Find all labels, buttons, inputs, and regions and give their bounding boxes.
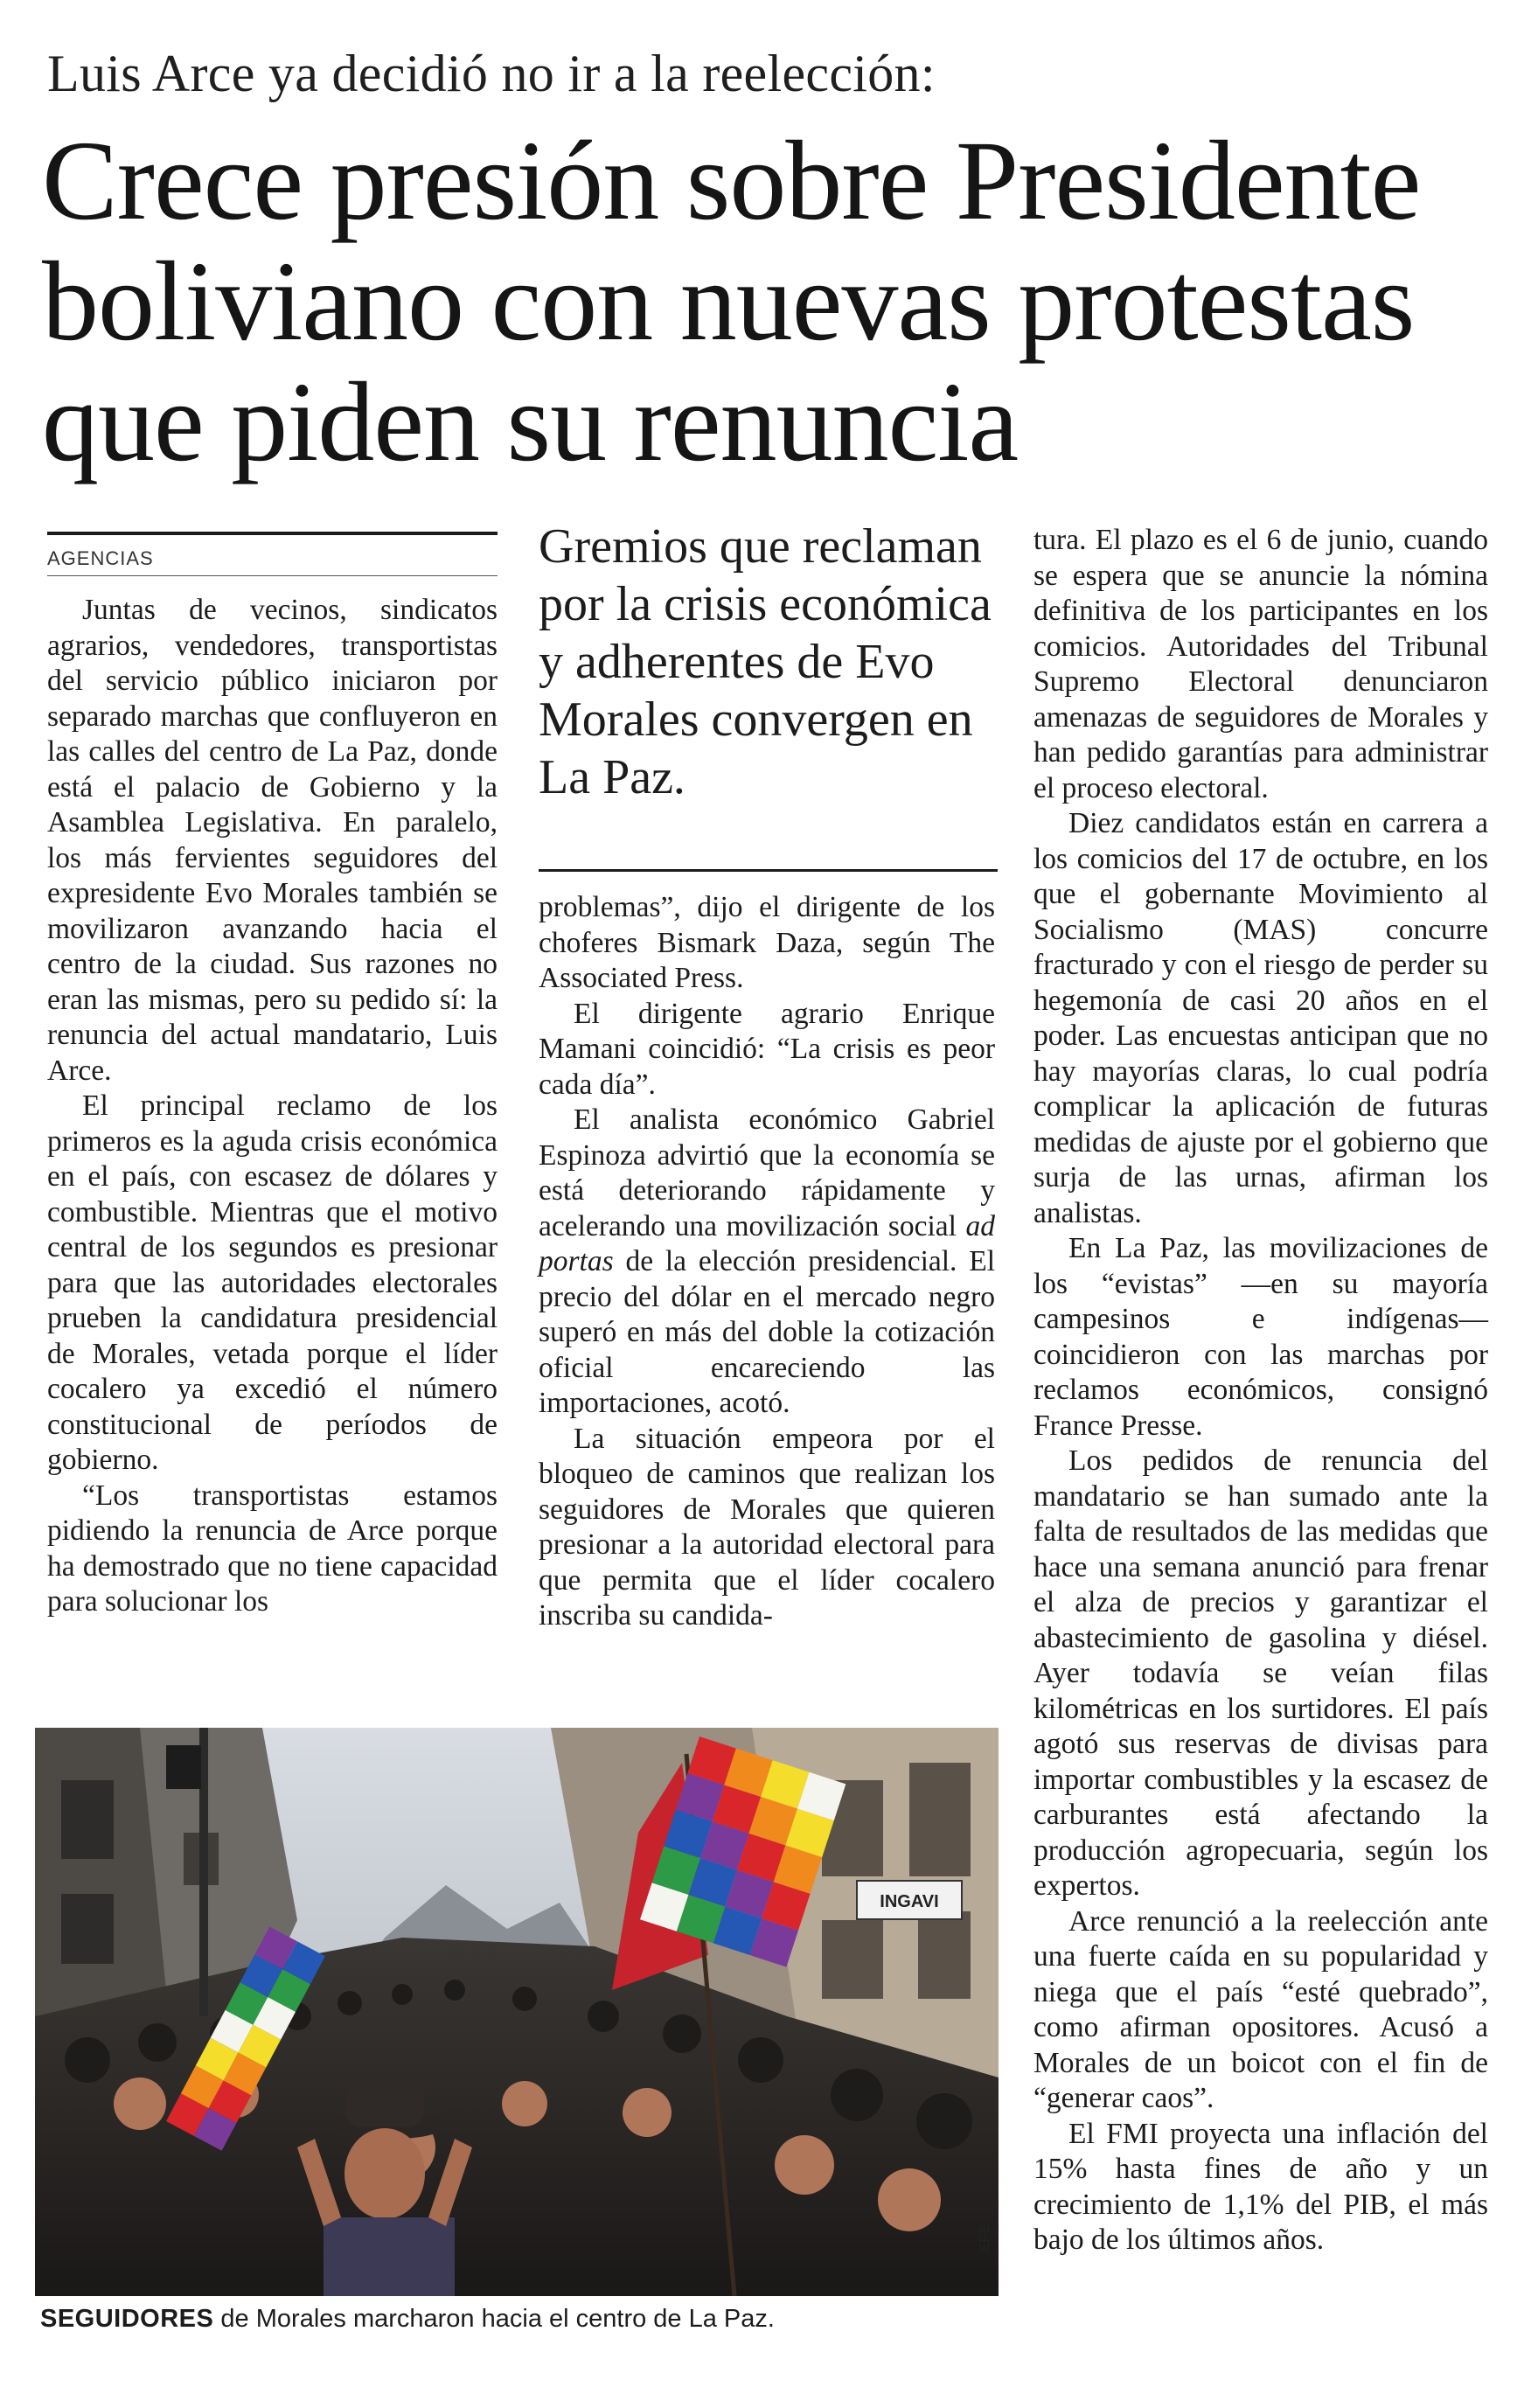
paragraph: Arce renunció a la reelección ante una fuerte caída en su popularidad y niega que el país “esté quebrado”, como afirman opositores. Acusó a Morales de un boicot con el fin de “generar caos”. (1033, 1904, 1488, 2114)
street-sign: INGAVI (880, 1892, 939, 1911)
photo-credit: EFE (978, 2224, 992, 2251)
paragraph (539, 1103, 995, 1422)
deck: Gremios que reclaman por la crisis económica y adherentes de Evo Morales convergen en La Paz. (539, 519, 992, 804)
italic-phrase: ad portas (539, 1209, 995, 1277)
byline: AGENCIAS (47, 532, 498, 570)
paragraph: El dirigente agrario Enrique Mamani coincidió: “La crisis es peor cada día”. (539, 997, 995, 1101)
paragraph: “Los transportistas estamos pidiendo la renuncia de Arce porque ha demostrado que no tiene capacidad para solucionar los (47, 1479, 498, 1618)
headline-line-2: boliviano con nuevas protestas (42, 239, 1415, 365)
paragraph: tura. El plazo es el 6 de junio, cuando se espera que se anuncie la nómina definitiva de los participantes en los comicios. Autoridades del Tribunal Supremo Electoral denunciaron amenazas de seguidores de Morales y han pedido garantías para administrar el proceso electoral. (1033, 524, 1488, 804)
headline (42, 118, 1502, 485)
byline-rule (47, 575, 498, 576)
paragraph: Juntas de vecinos, sindicatos agrarios, vendedores, transportistas del servicio público iniciaron por separado marchas que confluyeron en las calles del centro de La Paz, donde está el palacio de Gobierno y la Asamblea Legislativa. En paralelo, los más fervientes seguidores del expresidente Evo Morales también se movilizaron avanzando hacia el centro de la ciudad. Sus razones no eran las mismas, pero su pedido sí: la renuncia del actual mandatario, Luis Arce. (47, 594, 498, 1087)
kicker: Luis Arce ya decidió no ir a la reelección: (47, 45, 936, 102)
deck-rule (539, 869, 998, 872)
paragraph: La situación empeora por el bloqueo de caminos que realizan los seguidores de Morales que quieren presionar a la autoridad electoral para que permita que el líder cocalero inscriba su candida- (539, 1422, 995, 1632)
paragraph: Diez candidatos están en carrera a los comicios del 17 de octubre, en los que el gobernante Movimiento al Socialismo (MAS) concurre fracturado y con el riesgo de perder su hegemonía de casi 20 años en el poder. Las encuestas anticipan que no hay mayorías claras, lo cual podría complicar la aplicación de futuras medidas de ajuste por el gobierno que surja de las urnas, afirman los analistas. (1033, 807, 1488, 1229)
photo-caption (40, 2305, 775, 2334)
paragraph: En La Paz, las movilizaciones de los “evistas” —en su mayoría campesinos e indígenas— coincidieron con las marchas por reclamos económicos, consignó France Presse. (1033, 1232, 1488, 1442)
paragraph-text: de la elección presidencial. El precio del dólar en el mercado negro superó en más del doble la cotización oficial encareciendo las importaciones, acotó. (539, 1245, 995, 1419)
paragraph: problemas”, dijo el dirigente de los choferes Bismark Daza, según The Associated Press. (539, 891, 995, 994)
protest-photo-illustration (35, 1728, 999, 2296)
paragraph: El principal reclamo de los primeros es la aguda crisis económica en el país, con escasez de dólares y combustible. Mientras que el motivo central de los segundos es presionar para que las autoridades electorales prueben la candidatura presidencial de Morales, vetada porque el líder cocalero ya excedió el número constitucional de períodos de gobierno. (47, 1089, 498, 1476)
article-column-2 (539, 890, 995, 1695)
article-column-1 (47, 593, 498, 1695)
headline-line-3: que piden su renuncia (42, 359, 1019, 485)
paragraph-text: El analista económico Gabriel Espinoza advirtió que la economía se está deteriorando rápidamente y acelerando una movilización social (539, 1103, 995, 1242)
headline-line-1: Crece presión sobre Presidente (42, 118, 1421, 244)
article-column-3 (1033, 523, 1488, 2377)
caption-lead: SEGUIDORES (40, 2305, 214, 2333)
paragraph: El FMI proyecta una inflación del 15% hasta fines de año y un crecimiento de 1,1% del PIB, el más bajo de los últimos años. (1033, 2117, 1488, 2256)
protest-photo (35, 1728, 999, 2296)
caption-text: de Morales marcharon hacia el centro de La Paz. (213, 2305, 775, 2333)
paragraph: Los pedidos de renuncia del mandatario se han sumado ante la falta de resultados de las medidas que hace una semana anunció para frenar el alza de precios y garantizar el abastecimiento de gasolina y diésel. Ayer todavía se veían filas kilométricas en los surtidores. El país agotó sus reservas de divisas para importar combustibles y la escasez de carburantes está afectando la producción agropecuaria, según los expertos. (1033, 1444, 1488, 1902)
